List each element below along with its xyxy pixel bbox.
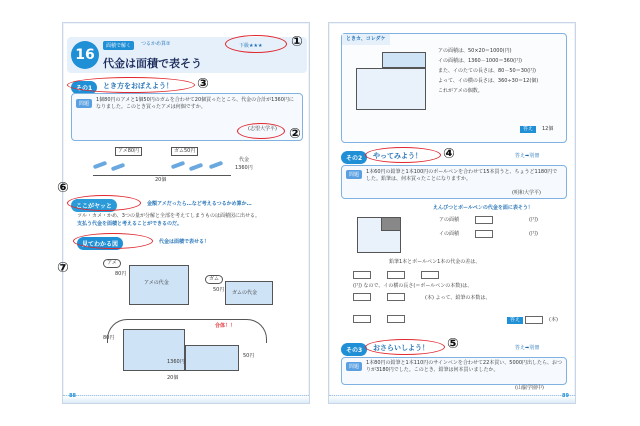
unit-b: (円) — [529, 231, 538, 237]
problem-source: (志望大学平) — [248, 126, 277, 132]
point-pill: ここがヤッと — [71, 199, 117, 212]
section2-source: (明和大学平) — [512, 190, 541, 196]
diagram-title: 代金は面積で表せる！ — [159, 239, 210, 245]
price-value: 1360円 — [235, 165, 253, 171]
answer-input-d[interactable] — [387, 271, 405, 279]
diagram-pill: 見てわかる図 — [77, 237, 123, 250]
point-text-1: ツル・カメ・かめ、3つの量が分解と全部を考えてしまうものは面積図に出せる。 — [77, 213, 260, 219]
section2-title: やってみよう！ — [373, 152, 422, 160]
annotation-marker-2: ② — [289, 126, 301, 142]
work-note-2: (円) なので、イの横の長さ(＝ボールペンの本数)は、 — [353, 283, 473, 289]
section3-problem-text: 1本80円の鉛筆と1本110円のサインペンを合わせて22本買い、5000円出したら、おつりが3180円でした。このとき、鉛筆は何本買いましたか。 — [366, 360, 562, 373]
count-bracket — [93, 175, 231, 176]
calc-line-2: イの面積は、1360－1000＝360(円) — [438, 58, 522, 64]
merged-right-rect — [185, 345, 239, 371]
point-title: 金額アメだったら…など考えるつるかめ算か… — [147, 201, 252, 207]
solution-box — [341, 33, 567, 143]
section3-problem-box — [341, 357, 567, 385]
unit-a: (円) — [529, 217, 538, 223]
annotation-marker-7: ⑦ — [57, 260, 69, 276]
annotation-marker-1: ① — [291, 34, 303, 50]
price-label: 代金 — [239, 157, 250, 163]
gum-icon — [189, 163, 204, 172]
solution-area-a — [356, 68, 426, 110]
page-footer-wave — [329, 395, 575, 403]
section2-problem-label: 問題 — [346, 170, 362, 179]
calc-line-3: また、イのたての長さは、80－50＝30(円) — [438, 68, 536, 74]
merged-20-label: 20個 — [167, 375, 179, 381]
ame-80-label: 80円 — [115, 271, 127, 277]
level-label: 下級★★★ — [239, 43, 263, 49]
section1-title: とき方をおぼえよう！ — [103, 82, 173, 90]
annotation-marker-6: ⑥ — [57, 180, 69, 196]
candy-icon — [93, 161, 108, 170]
lesson-number-badge: 16 — [71, 41, 99, 69]
section3-pill: その3 — [341, 343, 367, 356]
work-label-a: アの面積 — [439, 217, 460, 223]
work-label-b: イの面積 — [439, 231, 460, 237]
solution-title: ときカ、コレダケ — [342, 34, 390, 45]
annotation-circle-4 — [365, 147, 441, 163]
gum-icon — [171, 161, 186, 170]
annotation-marker-4: ④ — [443, 146, 455, 162]
answer-input-f[interactable] — [353, 293, 371, 301]
solution-area-b — [382, 52, 426, 68]
section2-problem-text: 1本60円の鉛筆と1本100円のボールペンを合わせて15本買うと、ちょうど1180円でした。鉛筆は、何本買ったことになりますか。 — [366, 169, 558, 182]
ame-area-rect — [129, 265, 189, 305]
candy-icon — [111, 163, 126, 172]
answer-input-a[interactable] — [475, 216, 493, 224]
annotation-circle-7 — [73, 233, 153, 249]
subunit-label: つるかめ算② — [141, 41, 171, 47]
section2-answer-unit: (本) — [549, 317, 558, 323]
annotation-circle-6 — [67, 195, 141, 211]
gum-area-label: ガムの代金 — [232, 290, 258, 296]
page-number-right: 89 — [562, 393, 569, 399]
calc-line-1: アの面積は、50×20＝1000(円) — [438, 48, 512, 54]
ame-price-label: アメ80円 — [115, 147, 142, 156]
annotation-circle-5 — [365, 339, 445, 355]
work-area-b — [381, 217, 401, 231]
answer-input-h[interactable] — [353, 315, 371, 323]
gum-area-rect — [225, 281, 273, 305]
hint-text: えんぴつとボールペンの代金を面に表そう！ — [433, 205, 533, 211]
right-page — [328, 22, 576, 404]
calc-line-5: これがアメの個数。 — [438, 88, 483, 94]
annotation-circle-3 — [67, 77, 195, 93]
annotation-circle-1 — [225, 35, 287, 53]
section3-source: (山脇学園中) — [515, 385, 544, 391]
answer-input-g[interactable] — [387, 293, 405, 301]
gum-50-label: 50円 — [213, 287, 225, 293]
section2-answer-ref: 答え➡別冊 — [515, 153, 540, 159]
section1-pill: その1 — [71, 81, 97, 94]
page-footer-wave — [63, 395, 309, 403]
problem-label: 問題 — [76, 99, 92, 108]
merged-50-label: 50円 — [243, 353, 255, 359]
gum-icon — [209, 161, 224, 170]
section2-answer-label: 答え — [507, 317, 523, 324]
merged-80-label: 80円 — [103, 335, 115, 341]
annotation-marker-5: ⑤ — [447, 336, 459, 352]
section2-pill: その2 — [341, 151, 367, 164]
answer-label: 答え — [520, 126, 536, 133]
answer-input-e[interactable] — [421, 271, 439, 279]
work-note-1: 鉛筆1本とボールペン1本の代金の差は、 — [389, 259, 481, 265]
section3-problem-label: 問題 — [346, 362, 362, 371]
ame-area-label: アメの代金 — [144, 280, 169, 286]
problem-text: 1個80円のアメと1個50円のガムを合わせて20個買ったところ、代金の合計が1360円になりました。このとき買ったアメは何個ですか。 — [96, 97, 294, 110]
page-title: 代金は面積で表そう — [103, 57, 202, 70]
section3-title: おさらいしよう！ — [373, 344, 429, 352]
annotation-marker-3: ③ — [197, 76, 209, 92]
answer-input-c[interactable] — [353, 271, 371, 279]
merge-label: 合体！！ — [215, 323, 236, 329]
annotation-circle-2 — [237, 123, 285, 139]
answer-input-i[interactable] — [387, 315, 405, 323]
section3-answer-ref: 答え➡別冊 — [515, 345, 540, 351]
gum-bubble: ガム — [205, 275, 223, 284]
point-text-2: 支払う代金を面積と考えることができるのだ。 — [77, 221, 183, 227]
section2-problem-box — [341, 165, 567, 199]
left-page — [57, 22, 310, 404]
answer-value: 12個 — [542, 126, 554, 132]
calc-line-4: よって、イの横の長さは、360÷30＝12(個) — [438, 78, 539, 84]
gum-price-label: ガム50円 — [171, 147, 198, 156]
page-number-left: 88 — [69, 393, 76, 399]
unit-tag: 面積で解く — [103, 41, 134, 50]
merged-1360-label: 1360円 — [167, 359, 185, 365]
ame-bubble: アメ — [103, 259, 121, 268]
work-note-3: (本) よって、鉛筆の本数は、 — [425, 295, 491, 301]
section2-answer-input[interactable] — [525, 316, 543, 324]
answer-input-b[interactable] — [475, 230, 493, 238]
count-label: 20個 — [155, 177, 167, 183]
